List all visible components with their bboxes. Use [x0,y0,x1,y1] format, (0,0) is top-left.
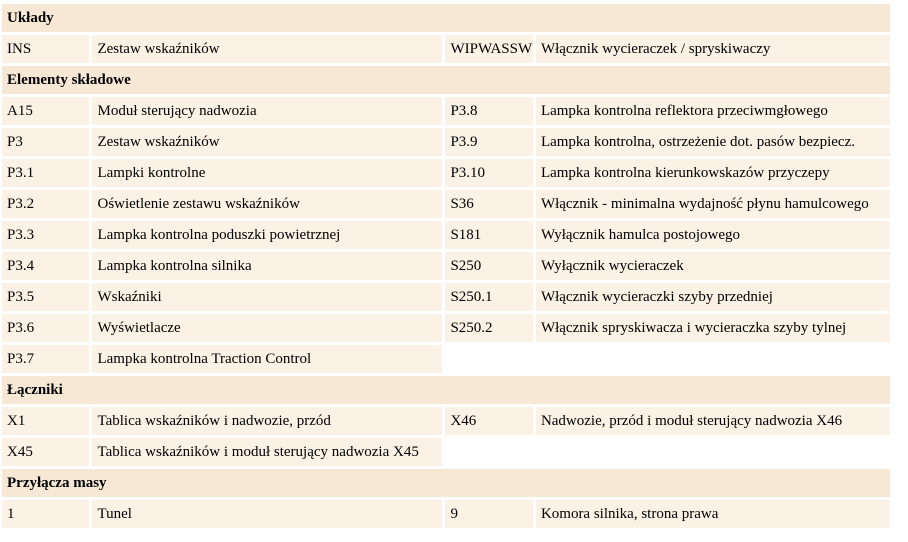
empty-cell [536,345,890,373]
section-title: Układy [2,4,890,32]
component-description: Włącznik wycieraczek / spryskiwaczy [536,35,890,63]
component-description: Włącznik - minimalna wydajność płynu hamulcowego [536,190,890,218]
component-description: Lampka kontrolna kierunkowskazów przyczepy [536,159,890,187]
component-code: S250.2 [445,314,532,342]
component-description: Tablica wskaźników i moduł sterujący nadwozia X45 [92,438,442,466]
table-row [2,500,890,528]
legend-table [0,1,893,531]
component-description: Włącznik wycieraczki szyby przedniej [536,283,890,311]
empty-cell [445,345,532,373]
table-row [2,97,890,125]
component-description: Zestaw wskaźników [92,35,442,63]
component-code: P3.8 [445,97,532,125]
component-code: P3.9 [445,128,532,156]
component-code: S250 [445,252,532,280]
table-row [2,35,890,63]
component-description: Włącznik spryskiwacza i wycieraczka szyby tylnej [536,314,890,342]
component-code: X45 [2,438,89,466]
component-description: Moduł sterujący nadwozia [92,97,442,125]
component-code: X46 [445,407,532,435]
section-header-row [2,4,890,32]
legend-document [2,4,890,531]
component-description: Lampka kontrolna reflektora przeciwmgłowego [536,97,890,125]
component-description: Oświetlenie zestawu wskaźników [92,190,442,218]
empty-cell [445,438,532,466]
table-row [2,314,890,342]
component-description: Tablica wskaźników i nadwozie, przód [92,407,442,435]
component-code: P3.3 [2,221,89,249]
table-row [2,345,890,373]
section-title: Łączniki [2,376,890,404]
table-row [2,407,890,435]
component-code: S250.1 [445,283,532,311]
component-description: Nadwozie, przód i moduł sterujący nadwozia X46 [536,407,890,435]
component-code: P3.4 [2,252,89,280]
component-description: Zestaw wskaźników [92,128,442,156]
section-title: Przyłącza masy [2,469,890,497]
table-row [2,283,890,311]
section-header-row [2,376,890,404]
component-code: 9 [445,500,532,528]
component-description: Komora silnika, strona prawa [536,500,890,528]
component-description: Wyłącznik hamulca postojowego [536,221,890,249]
empty-cell [536,438,890,466]
component-description: Tunel [92,500,442,528]
table-row [2,159,890,187]
component-code: S181 [445,221,532,249]
table-row [2,128,890,156]
component-description: Wyłącznik wycieraczek [536,252,890,280]
component-description: Lampka kontrolna poduszki powietrznej [92,221,442,249]
component-code: P3.10 [445,159,532,187]
component-description: Lampki kontrolne [92,159,442,187]
table-row [2,252,890,280]
component-code: P3.2 [2,190,89,218]
component-description: Lampka kontrolna, ostrzeżenie dot. pasów bezpiecz. [536,128,890,156]
component-code: WIPWASSW [445,35,532,63]
table-row [2,190,890,218]
component-code: P3.1 [2,159,89,187]
component-code: INS [2,35,89,63]
component-code: P3.6 [2,314,89,342]
section-header-row [2,66,890,94]
section-header-row [2,469,890,497]
table-row [2,221,890,249]
component-code: X1 [2,407,89,435]
component-code: A15 [2,97,89,125]
component-code: P3.7 [2,345,89,373]
component-code: S36 [445,190,532,218]
section-title: Elementy składowe [2,66,890,94]
component-code: P3 [2,128,89,156]
legend-table-body [2,4,890,528]
component-description: Lampka kontrolna Traction Control [92,345,442,373]
table-row [2,438,890,466]
component-description: Wskaźniki [92,283,442,311]
component-description: Lampka kontrolna silnika [92,252,442,280]
component-code: 1 [2,500,89,528]
component-code: P3.5 [2,283,89,311]
component-description: Wyświetlacze [92,314,442,342]
